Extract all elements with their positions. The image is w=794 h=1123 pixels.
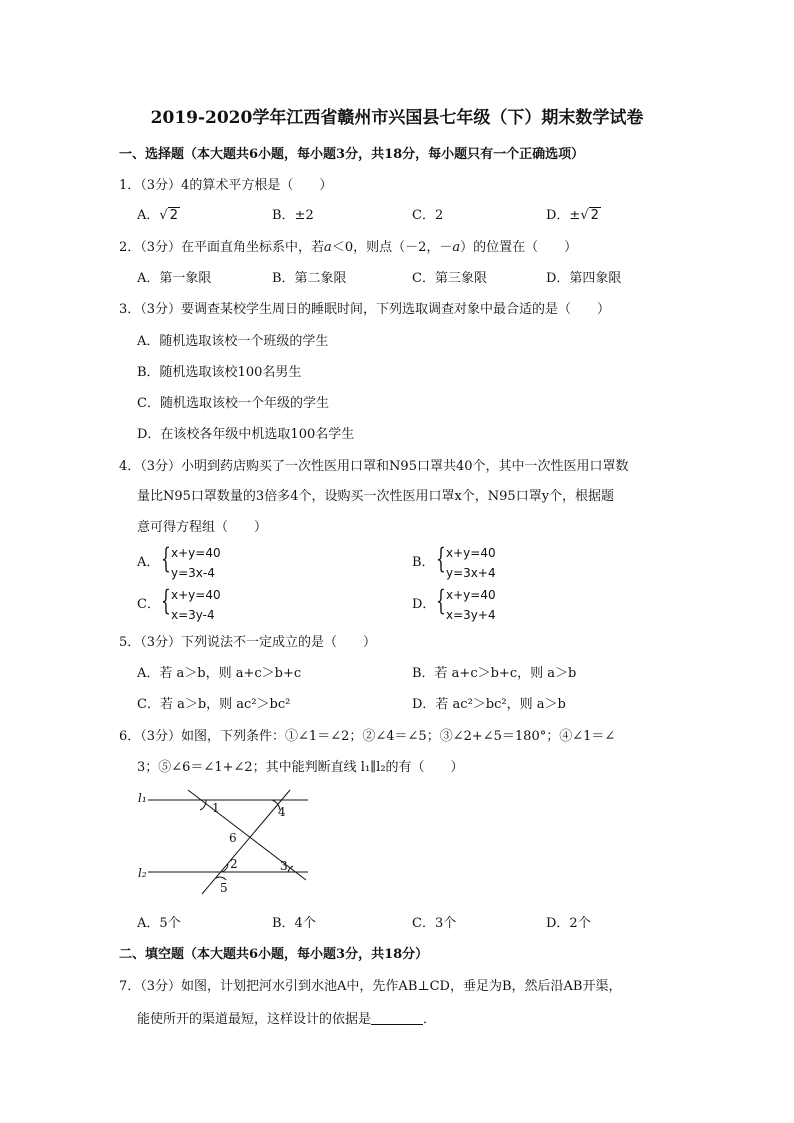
q5-option-d: D．若 ac²＞bc²，则 a＞b: [412, 697, 566, 712]
label-angle-4: 4: [278, 805, 286, 819]
question-1-stem: 1．（3分）4的算术平方根是（ ）: [119, 178, 333, 193]
section-1-heading: 一、选择题（本大题共6小题，每小题3分，共18分，每小题只有一个正确选项）: [119, 147, 585, 162]
q6-option-b: B．4个: [272, 916, 316, 931]
q4-option-b-brace: {: [436, 542, 446, 575]
label-l2: l₂: [138, 866, 147, 880]
q4-option-d-brace: {: [436, 584, 446, 617]
q1-option-a: A．√ 2: [137, 208, 178, 223]
question-6-line-2: 3；⑤∠6＝∠1+∠2；其中能判断直线 l₁∥l₂的有（ ）: [137, 760, 464, 775]
q3-option-c: C．随机选取该校一个年级的学生: [137, 396, 329, 411]
question-7-line-2: 能使所开的渠道最短，这样设计的依据是 ．: [137, 1012, 437, 1027]
label-angle-5: 5: [220, 881, 228, 895]
question-3-stem: 3．（3分）要调查某校学生周日的睡眠时间，下列选取调查对象中最合适的是（ ）: [119, 302, 611, 317]
question-4-line-3: 意可得方程组（ ）: [137, 520, 268, 535]
q3-option-a: A．随机选取该校一个班级的学生: [137, 334, 329, 349]
q4-option-c-label: C．: [137, 597, 160, 612]
q4-option-c-system: x+y=40 x=3y-4: [171, 588, 221, 622]
q4-option-c-brace: {: [161, 584, 171, 617]
q4-option-b-system: x+y=40 y=3x+4: [446, 546, 496, 580]
label-l1: l₁: [138, 791, 147, 805]
q1-option-c: C．2: [412, 208, 444, 223]
angle-arc-2: [222, 864, 228, 872]
question-7-line-1: 7．（3分）如图，计划把河水引到水池A中，先作AB⊥CD，垂足为B，然后沿AB开渠，: [119, 979, 622, 994]
q3-option-d: D．在该校各年级中机选取100名学生: [137, 427, 355, 442]
q5-option-c: C．若 a＞b，则 ac²＞bc²: [137, 697, 291, 712]
q2-option-a: A．第一象限: [137, 271, 212, 286]
q4-option-b-label: B．: [412, 555, 435, 570]
q6-option-c: C．3个: [412, 916, 457, 931]
q3-option-b: B．随机选取该校100名男生: [137, 365, 302, 380]
q6-option-d: D．2个: [546, 916, 591, 931]
label-angle-2: 2: [230, 857, 238, 871]
q2-option-b: B．第二象限: [272, 271, 347, 286]
q1-option-d: D．±√ 2: [546, 208, 599, 223]
q4-option-a-label: A．: [137, 555, 160, 570]
question-6-line-1: 6．（3分）如图，下列条件：①∠1＝∠2；②∠4＝∠5；③∠2+∠5＝180°；④∠1＝∠: [119, 729, 616, 744]
q5-option-a: A．若 a＞b，则 a+c＞b+c: [137, 666, 302, 681]
q1-option-b: B．±2: [272, 208, 314, 223]
q2-option-c: C．第三象限: [412, 271, 487, 286]
q5-option-b: B．若 a+c＞b+c，则 a＞b: [412, 666, 577, 681]
parallel-lines-figure: [130, 788, 320, 898]
question-2-stem: 2．（3分）在平面直角坐标系中，若a＜0，则点（－2，－a）的位置在（ ）: [119, 240, 578, 255]
q4-option-a-system: x+y=40 y=3x-4: [171, 546, 221, 580]
q6-option-a: A．5个: [137, 916, 181, 931]
q4-option-d-system: x+y=40 x=3y+4: [446, 588, 496, 622]
label-angle-1: 1: [212, 801, 220, 815]
question-5-stem: 5．（3分）下列说法不一定成立的是（ ）: [119, 635, 377, 650]
q2-option-d: D．第四象限: [546, 271, 622, 286]
page-title: 2019-2020学年江西省赣州市兴国县七年级（下）期末数学试卷: [150, 108, 644, 128]
angle-arc-5: [216, 877, 226, 880]
label-angle-3: 3: [280, 859, 288, 873]
answer-blank: [371, 1012, 423, 1025]
question-4-line-2: 量比N95口罩数量的3倍多4个，设购买一次性医用口罩x个，N95口罩y个，根据题: [137, 489, 615, 504]
section-2-heading: 二、填空题（本大题共6小题，每小题3分，共18分）: [119, 947, 429, 962]
question-4-line-1: 4．（3分）小明到药店购买了一次性医用口罩和N95口罩共40个，其中一次性医用口罩数: [119, 459, 629, 474]
q4-option-a-brace: {: [161, 542, 171, 575]
label-angle-6: 6: [229, 831, 237, 845]
q4-option-d-label: D．: [412, 597, 436, 612]
